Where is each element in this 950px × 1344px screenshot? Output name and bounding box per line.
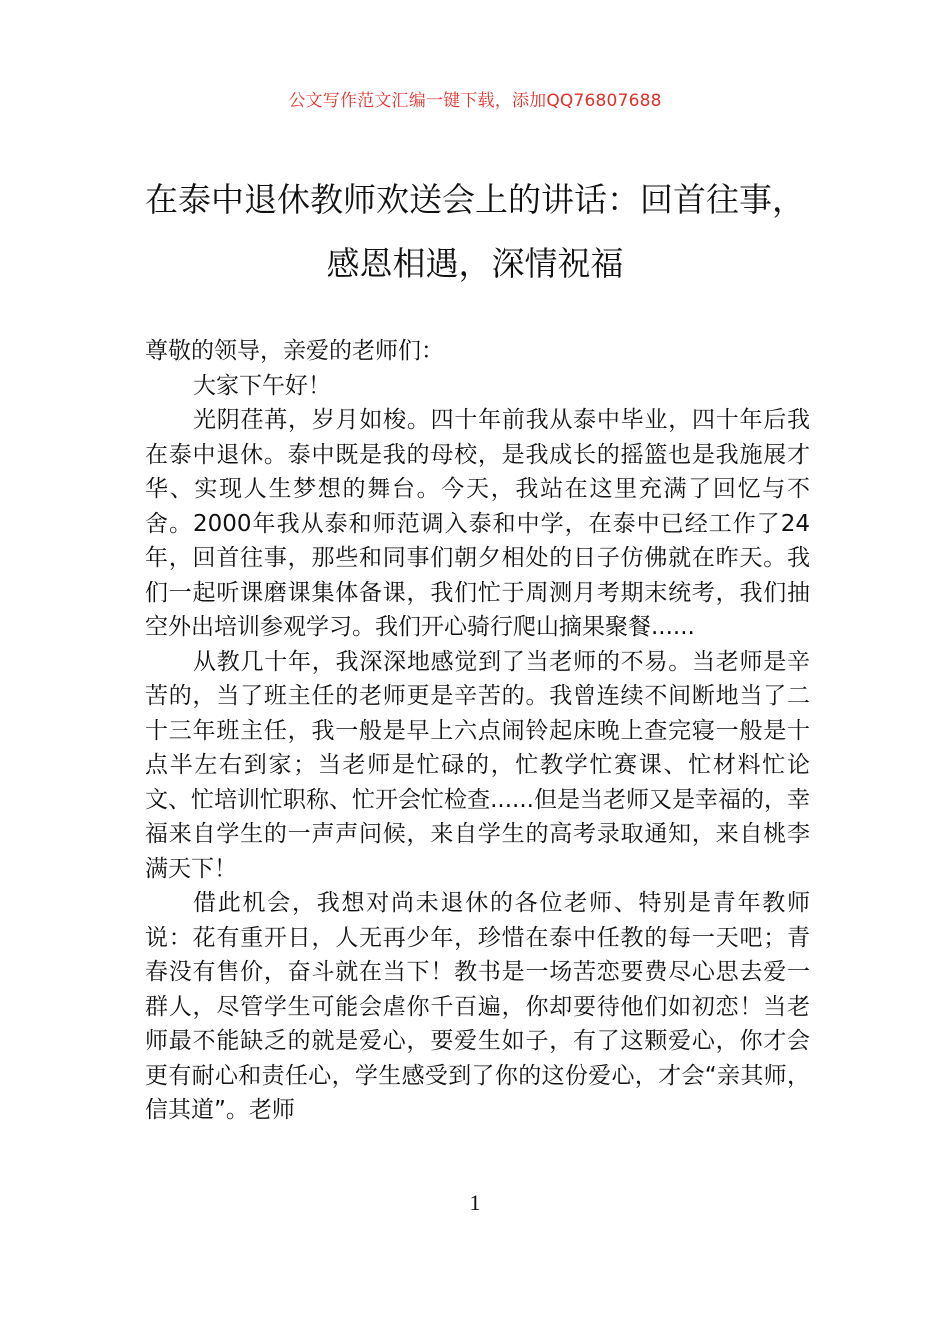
- paragraph-teaching-career: 从教几十年，我深深地感觉到了当老师的不易。当老师是辛苦的，当了班主任的老师更是辛苦的。我曾连续不间断地当了二十三年班主任，我一般是早上六点闹铃起床晚上查完寝一般是十点半左右到家；当老师是忙碌的，忙教学忙赛课、忙材料忙论文、忙培训忙职称、忙开会忙检查......但是当老师又是幸福的，幸福来自学生的一声声问候，来自学生的高考录取通知，来自桃李满天下！: [145, 648, 810, 882]
- document-body: [145, 334, 810, 1128]
- salutation: 尊敬的领导，亲爱的老师们：: [145, 338, 444, 364]
- paragraph-advice: 借此机会，我想对尚未退休的各位老师、特别是青年教师说：花有重开日，人无再少年，珍惜在泰中任教的每一天吧；青春没有售价，奋斗就在当下！教书是一场苦恋要费尽心思去爱一群人，尽管学生可能会虐你千百遍，你却要待他们如初恋！当老师最不能缺乏的就是爱心，要爱生如子，有了这颗爱心，你才会更有耐心和责任心，学生感受到了你的这份爱心，才会“亲其师，信其道”。老师: [145, 890, 810, 1123]
- paragraph-memories: 光阴荏苒，岁月如梭。四十年前我从泰中毕业，四十年后我在泰中退休。泰中既是我的母校，是我成长的摇篮也是我施展才华、实现人生梦想的舞台。今天，我站在这里充满了回忆与不舍。2000年我从泰和师范调入泰和中学，在泰中已经工作了24年，回首往事，那些和同事们朝夕相处的日子仿佛就在昨天。我们一起听课磨课集体备课，我们忙于周测月考期末统考，我们抽空外出培训参观学习。我们开心骑行爬山摘果聚餐......: [145, 407, 810, 640]
- paragraph-greeting: 大家下午好！: [193, 372, 331, 399]
- header-watermark: 公文写作范文汇编一键下载，添加QQ76807688: [288, 91, 662, 111]
- page-number: 1: [469, 1190, 481, 1215]
- document-title: 在泰中退休教师欢送会上的讲话：回首往事，感恩相遇，深情祝福: [145, 180, 805, 283]
